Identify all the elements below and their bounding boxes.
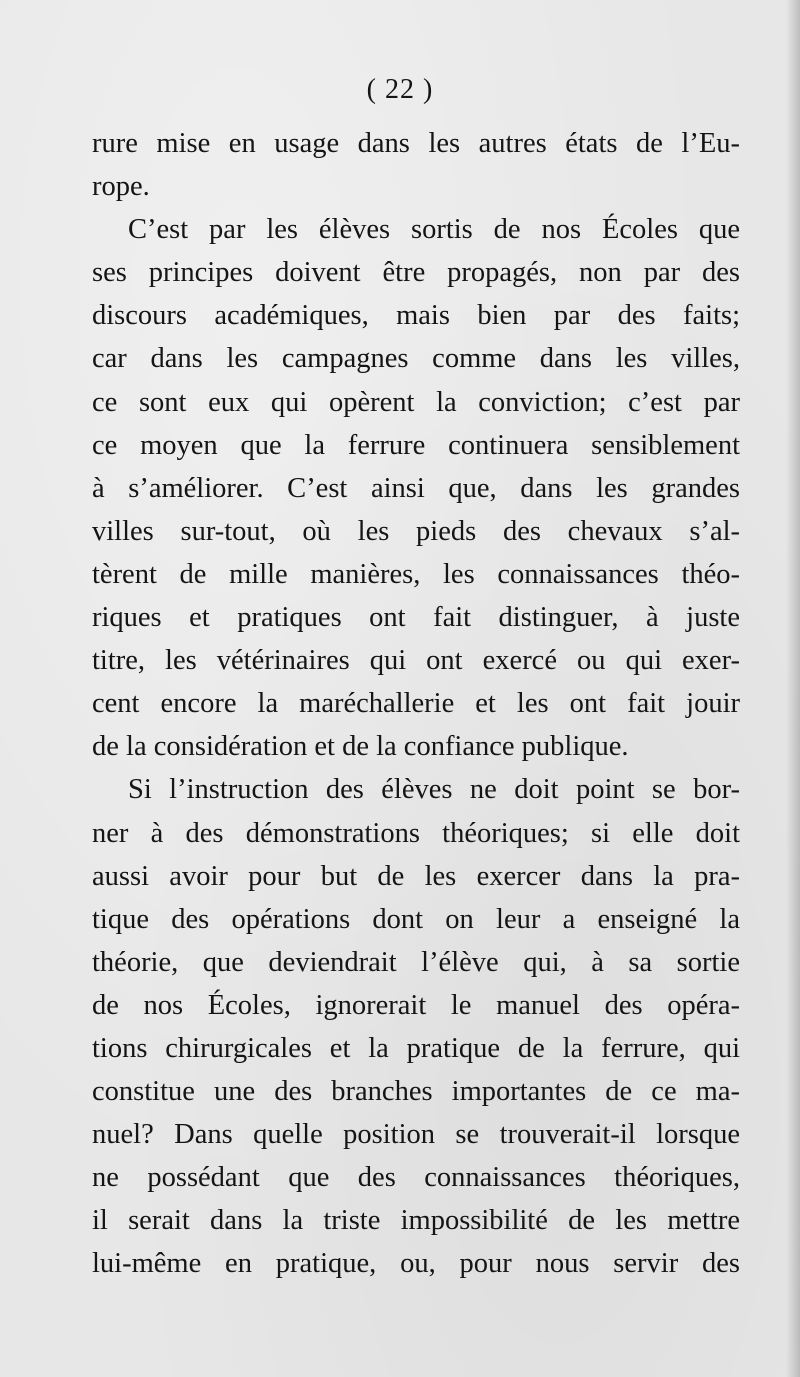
text-line: car dans les campagnes comme dans les villes, — [92, 343, 740, 375]
text-line: aussi avoir pour but de les exercer dans la pra- — [92, 860, 740, 892]
text-line: rure mise en usage dans les autres états de l’Eu- — [92, 128, 740, 159]
text-line: à s’améliorer. C’est ainsi que, dans les grandes — [92, 472, 740, 504]
paragraph-start-line: C’est par les élèves sortis de nos Écoles que — [128, 214, 740, 246]
text-line: nuel? Dans quelle position se trouverait-il lorsque — [92, 1119, 740, 1151]
text-line: cent encore la maréchallerie et les ont fait jouir — [92, 688, 740, 720]
paragraph-start-line: Si l’instruction des élèves ne doit point se bor- — [128, 774, 740, 806]
text-line: rope. — [92, 171, 150, 203]
text-line: tions chirurgicales et la pratique de la ferrure, qui — [92, 1032, 740, 1064]
text-line: riques et pratiques ont fait distinguer, à juste — [92, 602, 740, 634]
text-line: de la considération et de la confiance publique. — [92, 731, 629, 763]
text-line: ce moyen que la ferrure continuera sensiblement — [92, 429, 740, 461]
page-edge-shadow — [786, 0, 800, 1377]
text-line: ner à des démonstrations théoriques; si elle doit — [92, 817, 740, 849]
text-line: de nos Écoles, ignorerait le manuel des opéra- — [92, 989, 740, 1021]
text-line: titre, les vétérinaires qui ont exercé ou qui exer- — [92, 645, 740, 677]
text-line: théorie, que deviendrait l’élève qui, à sa sortie — [92, 946, 740, 978]
text-line: constitue une des branches importantes de ce ma- — [92, 1076, 740, 1108]
text-line: villes sur-tout, où les pieds des chevaux s’al- — [92, 515, 740, 547]
body-text — [92, 122, 740, 1286]
text-line: discours académiques, mais bien par des faits; — [92, 300, 740, 332]
text-line: lui-même en pratique, ou, pour nous servir des — [92, 1248, 740, 1280]
text-line: ses principes doivent être propagés, non par des — [92, 257, 740, 289]
text-line: tèrent de mille manières, les connaissances théo- — [92, 558, 740, 590]
text-line: ce sont eux qui opèrent la conviction; c’est par — [92, 386, 740, 418]
text-line: ne possédant que des connaissances théoriques, — [92, 1162, 740, 1194]
page-number: ( 22 ) — [366, 74, 434, 105]
text-line: il serait dans la triste impossibilité de les mettre — [92, 1205, 740, 1237]
text-line: tique des opérations dont on leur a enseigné la — [92, 903, 740, 935]
